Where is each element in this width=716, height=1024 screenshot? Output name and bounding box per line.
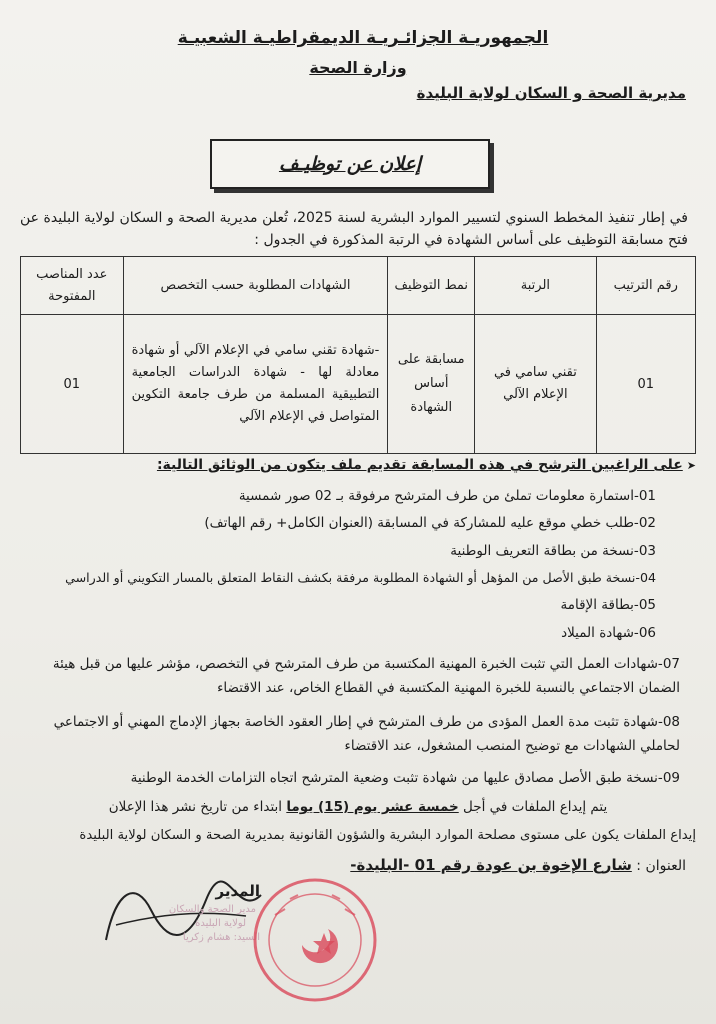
header-directorate: مديرية الصحة و السكان لولاية البليدة [416, 84, 686, 102]
address-line [350, 856, 686, 874]
arrow-icon: ➤ [686, 459, 696, 472]
stamp-line-3: السيد: هشام زكريا [182, 932, 260, 943]
director-stamp [96, 880, 266, 950]
address-label: العنوان : [636, 858, 686, 874]
deadline-period: خمسة عشر يوم (15) يوما [286, 799, 459, 815]
documents-title-text: على الراغبين الترشح في هذه المسابقة تقديم ملف يتكون من الوثائق التالية: [156, 457, 683, 473]
document-item: 03-نسخة من بطاقة التعريف الوطنية [450, 543, 656, 559]
deadline-after: ابتداء من تاريخ نشر هذا الإعلان [108, 799, 283, 815]
table-header-row [21, 257, 696, 315]
cell-rank: تقني سامي في الإعلام الآلي [475, 315, 596, 454]
stamp-line-1: مدير الصحة والسكان [168, 904, 256, 915]
intro-paragraph: في إطار تنفيذ المخطط السنوي لتسيير الموارد البشرية لسنة 2025، تُعلن مديرية الصحة و السكان لولاية البليدة عن فتح مسابقة التوظيف على أساس الشهادة في الرتبة المذكورة في الجدول : [20, 210, 688, 248]
deadline-line [30, 797, 686, 817]
deposit-line: إيداع الملفات يكون على مستوى مصلحة الموارد البشرية والشؤون القانونية بمديرية الصحة و السكان لولاية البليدة [79, 828, 696, 843]
document-item: 08-شهادة تثبت مدة العمل المؤدى من طرف المترشح في إطار العقود الخاصة بجهاز الإدماج المهني أو الاجتماعي لحاملي الشهادات مع توضيح المنصب المشغول، عند الاقتضاء [53, 714, 680, 754]
cell-certificates: -شهادة تقني سامي في الإعلام الآلي أو شهادة معادلة لها - شهادة الدراسات الجامعية التطبيقية المسلمة من طرف جامعة التكوين المتواصل في الإعلام الآلي [123, 315, 388, 454]
col-number: رقم الترتيب [596, 257, 695, 315]
cell-number: 01 [596, 315, 695, 454]
positions-table [20, 256, 696, 454]
address-value: شارع الإخوة بن عودة رقم 01 -البليدة- [350, 856, 632, 874]
document-item: 01-استمارة معلومات تملئ من طرف المترشح مرفوقة بـ 02 صور شمسية [238, 488, 656, 504]
announcement-title-box [210, 139, 490, 189]
cell-positions: 01 [21, 315, 124, 454]
signature-role: المدير [215, 882, 260, 900]
document-item: 02-طلب خطي موقع عليه للمشاركة في المسابقة (العنوان الكامل+ رقم الهاتف) [204, 515, 656, 531]
stamp-line-2: لولاية البليدة [195, 918, 246, 929]
col-mode: نمط التوظيف [388, 257, 475, 315]
document-item: 05-بطاقة الإقامة [560, 597, 656, 613]
documents-title [157, 457, 696, 473]
document-item: 07-شهادات العمل التي تثبت الخبرة المهنية المكتسبة من طرف المترشح في التخصص، مؤشر عليها من قبل هيئة الضمان الاجتماعي بالنسبة للخبرة المهنية المكتسبة في القطاع الخاص، عند الاقتضاء [52, 656, 680, 696]
official-seal-icon [250, 875, 380, 1005]
col-rank: الرتبة [475, 257, 596, 315]
col-certificates: الشهادات المطلوبة حسب التخصص [123, 257, 388, 315]
document-item: 06-شهادة الميلاد [561, 625, 656, 641]
deadline-before: يتم إيداع الملفات في أجل [463, 799, 608, 815]
document-item: 04-نسخة طبق الأصل من المؤهل أو الشهادة المطلوبة مرفقة بكشف النقاط المتعلق بالمسار التكويني أو الدراسي [65, 570, 656, 585]
header-ministry: وزارة الصحة [309, 58, 407, 77]
announcement-title: إعلان عن توظيـف [278, 153, 422, 175]
document-item: 09-نسخة طبق الأصل مصادق عليها من شهادة تثبت وضعية المترشح اتجاه التزامات الخدمة الوطنية [130, 770, 680, 786]
cell-mode: مسابقة على أساس الشهادة [388, 315, 475, 454]
header-republic: الجمهوريـة الجزائـريـة الديمقراطيـة الشعبيـة [177, 28, 549, 48]
col-positions: عدد المناصب المفتوحة [21, 257, 124, 315]
table-row [21, 315, 696, 454]
